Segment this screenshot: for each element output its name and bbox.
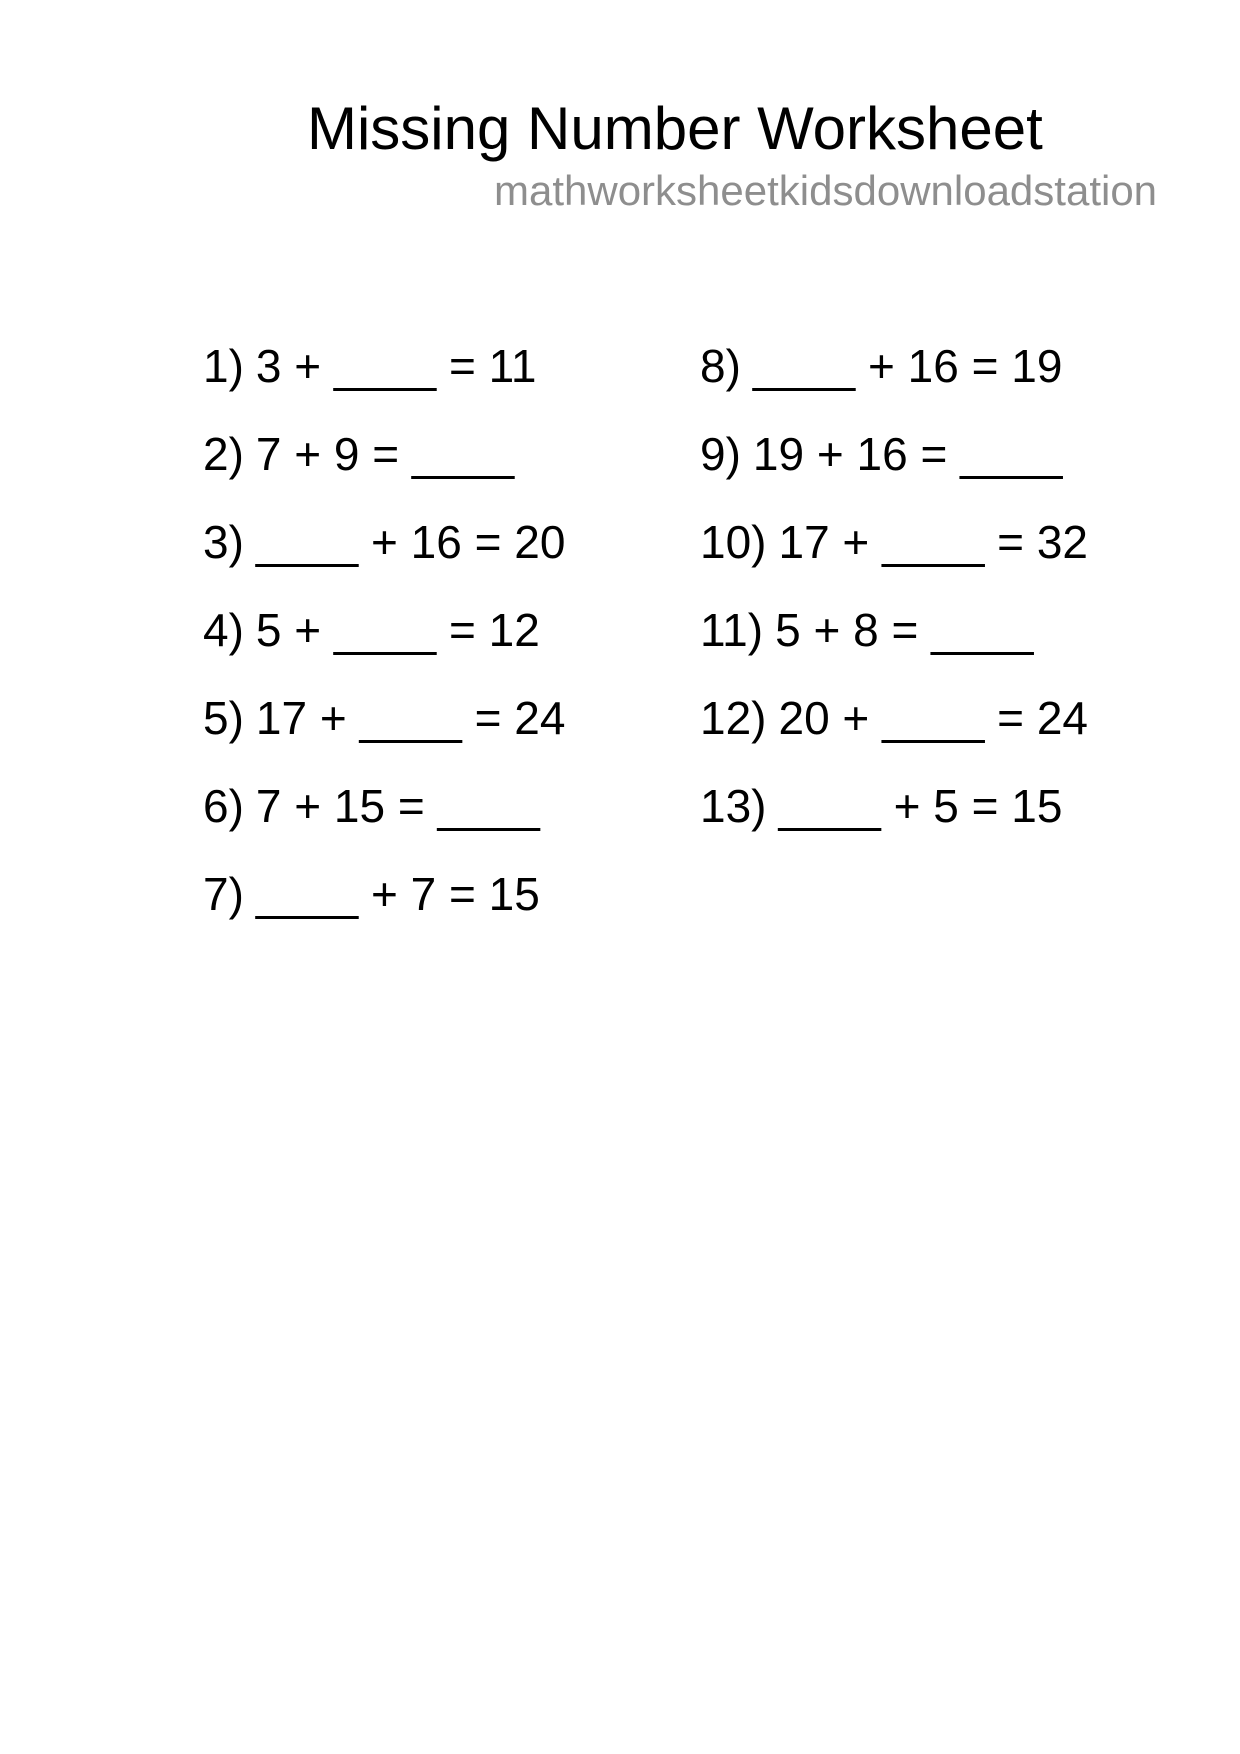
problem-8 — [700, 322, 1088, 410]
problem-number: 8) — [700, 340, 741, 392]
problem-5 — [203, 674, 565, 762]
problem-10 — [700, 498, 1088, 586]
problem-number: 13) — [700, 780, 767, 832]
problem-number: 5) — [203, 692, 244, 744]
problem-number: 11) — [700, 604, 764, 656]
problem-6 — [203, 762, 565, 850]
problem-equation: 17 + ____ = 24 — [255, 692, 566, 744]
problem-7 — [203, 850, 565, 938]
problem-equation: 5 + 8 = ____ — [775, 604, 1034, 656]
problem-13 — [700, 762, 1088, 850]
problem-12 — [700, 674, 1088, 762]
problem-number: 6) — [203, 780, 244, 832]
problem-9 — [700, 410, 1088, 498]
problem-1 — [203, 322, 565, 410]
problem-equation: ____ + 7 = 15 — [255, 868, 540, 920]
problem-11 — [700, 586, 1088, 674]
problem-equation: ____ + 5 = 15 — [778, 780, 1063, 832]
problem-equation: 20 + ____ = 24 — [778, 692, 1088, 744]
problem-number: 4) — [203, 604, 244, 656]
page-title: Missing Number Worksheet — [307, 95, 1043, 162]
problem-equation: 7 + 9 = ____ — [255, 428, 515, 480]
problem-4 — [203, 586, 565, 674]
problems-column-right — [700, 322, 1088, 850]
problem-number: 3) — [203, 516, 244, 568]
problem-number: 10) — [700, 516, 767, 568]
problem-2 — [203, 410, 565, 498]
problem-3 — [203, 498, 565, 586]
problem-number: 1) — [203, 340, 244, 392]
problems-column-left — [203, 322, 565, 938]
problem-equation: 19 + 16 = ____ — [752, 428, 1063, 480]
problem-equation: 3 + ____ = 11 — [255, 340, 537, 392]
problem-number: 7) — [203, 868, 244, 920]
problem-number: 12) — [700, 692, 767, 744]
problem-number: 9) — [700, 428, 741, 480]
problem-equation: 7 + 15 = ____ — [255, 780, 540, 832]
problem-number: 2) — [203, 428, 244, 480]
problem-equation: 17 + ____ = 32 — [778, 516, 1088, 568]
problem-equation: 5 + ____ = 12 — [255, 604, 540, 656]
problem-equation: ____ + 16 = 20 — [255, 516, 566, 568]
watermark-text: mathworksheetkidsdownloadstation — [494, 167, 1158, 214]
problem-equation: ____ + 16 = 19 — [752, 340, 1063, 392]
